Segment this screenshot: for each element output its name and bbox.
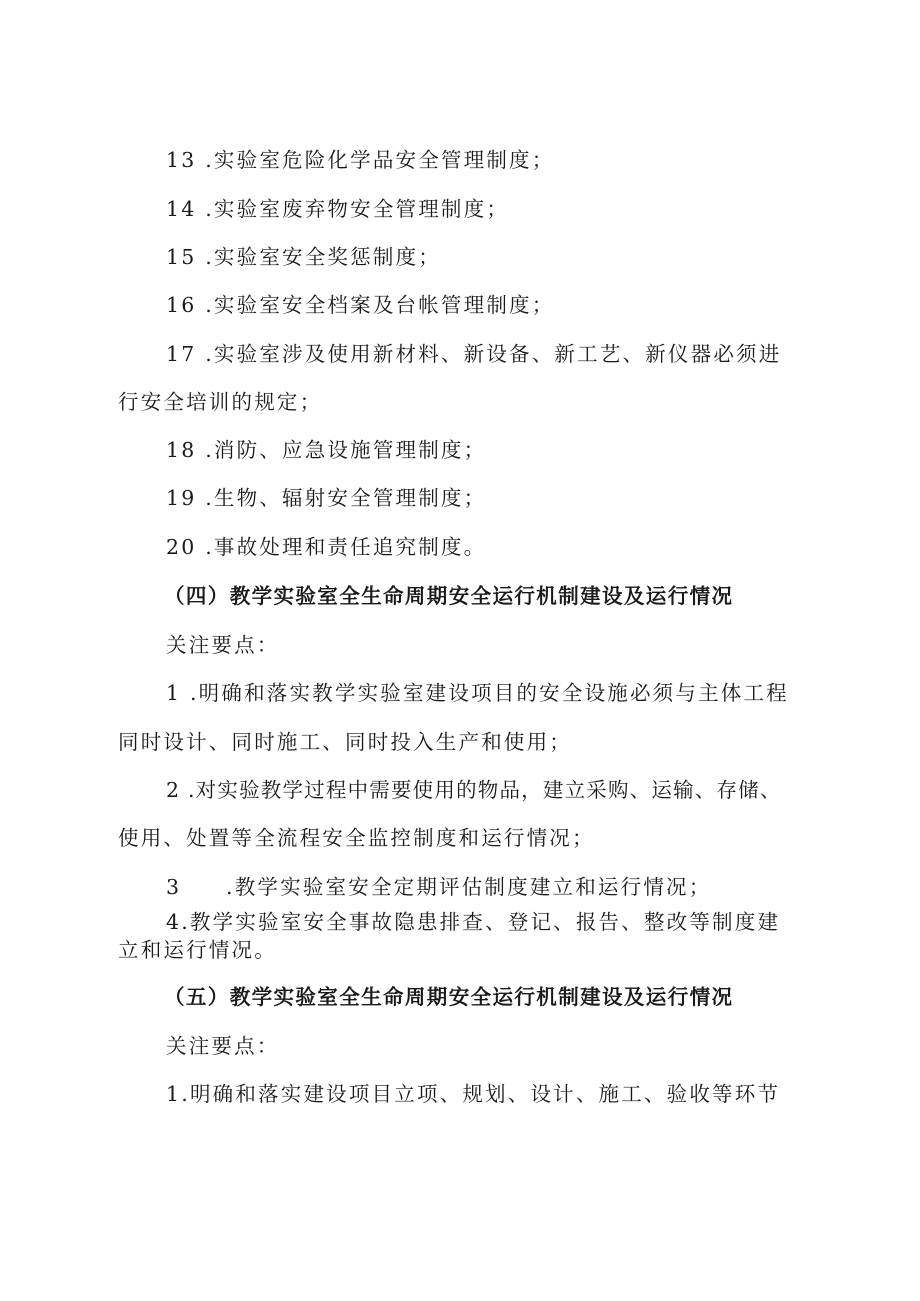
- list-item-18: 18 .消防、应急设施管理制度；: [166, 438, 487, 462]
- list-item-17-line1: 17 .实验室涉及使用新材料、新设备、新工艺、新仪器必须进: [166, 342, 782, 366]
- list-item-15: 15 .实验室安全奖惩制度；: [166, 245, 441, 269]
- section-4-point-2-line1: 2 .对实验教学过程中需要使用的物品，建立采购、运输、存储、: [166, 778, 782, 802]
- list-item-16: 16 .实验室安全档案及台帐管理制度；: [166, 293, 555, 317]
- section-4-point-1-line2: 同时设计、同时施工、同时投入生产和使用；: [118, 730, 572, 754]
- section-4-point-3-number: 3: [166, 875, 182, 899]
- section-4-point-2-line2: 使用、处置等全流程安全监控制度和运行情况；: [118, 826, 595, 850]
- list-item-20: 20 .事故处理和责任追究制度。: [166, 535, 487, 559]
- section-4-heading: （四）教学实验室全生命周期安全运行机制建设及运行情况: [164, 584, 734, 608]
- section-5-focus-label: 关注要点：: [166, 1034, 280, 1058]
- section-4-point-4-line2: 立和运行情况。: [118, 938, 277, 962]
- section-4-focus-label: 关注要点：: [166, 633, 280, 657]
- list-item-19: 19 .生物、辐射安全管理制度；: [166, 486, 487, 510]
- list-item-14: 14 .实验室废弃物安全管理制度；: [166, 197, 510, 221]
- section-5-point-1-line1: 1.明确和落实建设项目立项、规划、设计、施工、验收等环节: [166, 1082, 781, 1106]
- list-item-13: 13 .实验室危险化学品安全管理制度；: [166, 148, 555, 172]
- section-4-point-4-line1: 4.教学实验室安全事故隐患排查、登记、报告、整改等制度建: [166, 910, 781, 934]
- section-5-heading: （五）教学实验室全生命周期安全运行机制建设及运行情况: [164, 985, 734, 1009]
- list-item-17-line2: 行安全培训的规定；: [118, 390, 323, 414]
- section-4-point-3-text: .教学实验室安全定期评估制度建立和运行情况；: [226, 875, 712, 899]
- section-4-point-1-line1: 1 .明确和落实教学实验室建设项目的安全设施必须与主体工程: [166, 681, 789, 705]
